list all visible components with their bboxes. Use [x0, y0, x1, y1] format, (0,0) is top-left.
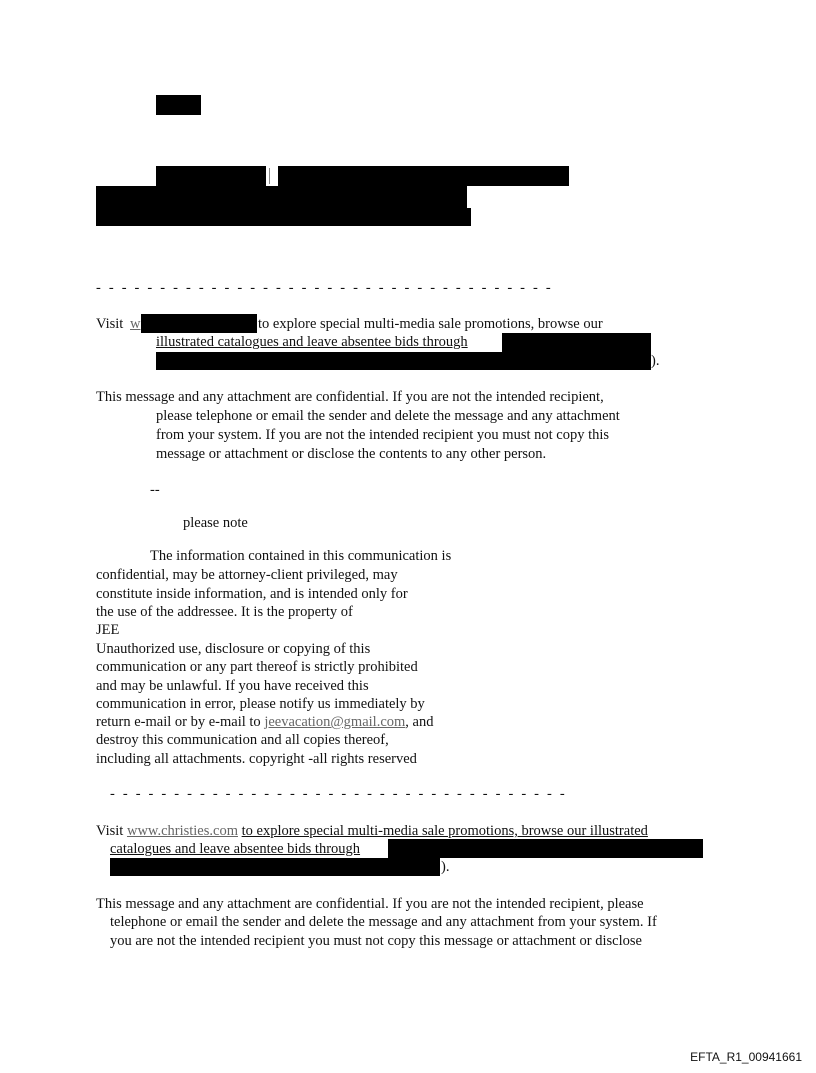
redaction-block	[156, 352, 651, 370]
redaction-block	[278, 166, 569, 186]
visit-link[interactable]: w	[130, 316, 141, 332]
visit-prefix: Visit	[96, 823, 124, 839]
cursor-mark	[269, 168, 272, 184]
visit-close: ).	[441, 859, 450, 875]
note-line: including all attachments. copyright -all rights reserved	[96, 751, 417, 767]
confidential-line: This message and any attachment are confidential. If you are not the intended recipient, please	[96, 896, 644, 912]
separator-dashes: - - - - - - - - - - - - - - - - - - - - - - - - - - - - - - - - - - - -	[110, 786, 567, 802]
note-line: JEE	[96, 622, 120, 638]
please-note: please note	[183, 515, 248, 531]
note-email-line	[96, 713, 433, 731]
christies-link[interactable]: www.christies.com	[126, 823, 238, 839]
redaction-block	[96, 186, 467, 208]
visit-line	[96, 822, 648, 840]
confidential-line: from your system. If you are not the intended recipient you must not copy this	[156, 427, 610, 443]
note-line: and may be unlawful. If you have received this	[96, 678, 369, 694]
email-link[interactable]: jeevacation@gmail.com	[264, 714, 406, 730]
email-suffix: , and	[405, 714, 434, 730]
double-dash: --	[150, 482, 160, 498]
redaction-block	[110, 858, 440, 876]
visit-prefix: Visit	[96, 316, 124, 332]
note-line: destroy this communication and all copies thereof,	[96, 732, 389, 748]
note-line: communication or any part thereof is strictly prohibited	[96, 659, 418, 675]
note-line: constitute inside information, and is intended only for	[96, 586, 408, 602]
redaction-block	[156, 95, 201, 115]
note-line: communication in error, please notify us immediately by	[96, 696, 425, 712]
visit-text: to explore special multi-media sale promotions, browse our	[258, 316, 603, 332]
document-id: EFTA_R1_00941661	[690, 1050, 802, 1064]
note-line: The information contained in this communication is	[150, 548, 452, 564]
visit-text-line2: catalogues and leave absentee bids through	[110, 841, 361, 857]
confidential-line: This message and any attachment are confidential. If you are not the intended recipient,	[96, 389, 604, 405]
redaction-block	[141, 314, 257, 333]
visit-close: ).	[651, 353, 660, 369]
redaction-block	[502, 333, 651, 352]
note-line: Unauthorized use, disclosure or copying of this	[96, 641, 371, 657]
visit-text-line2: illustrated catalogues and leave absentee bids through	[156, 334, 468, 350]
note-line: the use of the addressee. It is the property of	[96, 604, 353, 620]
confidential-line: message or attachment or disclose the contents to any other person.	[156, 446, 547, 462]
email-prefix: return e-mail or by e-mail to	[96, 714, 261, 730]
redaction-block	[388, 839, 703, 858]
visit-text: to explore special multi-media sale promotions, browse our illustrated	[241, 823, 648, 839]
note-line: confidential, may be attorney-client privileged, may	[96, 567, 398, 583]
confidential-line: you are not the intended recipient you must not copy this message or attachment or disclose	[110, 933, 642, 949]
redaction-block	[156, 166, 266, 186]
redaction-block	[96, 208, 471, 226]
confidential-line: telephone or email the sender and delete the message and any attachment from your system. If	[110, 914, 657, 930]
separator-dashes: - - - - - - - - - - - - - - - - - - - - - - - - - - - - - - - - - - - -	[96, 280, 553, 296]
confidential-line: please telephone or email the sender and delete the message and any attachment	[156, 408, 620, 424]
